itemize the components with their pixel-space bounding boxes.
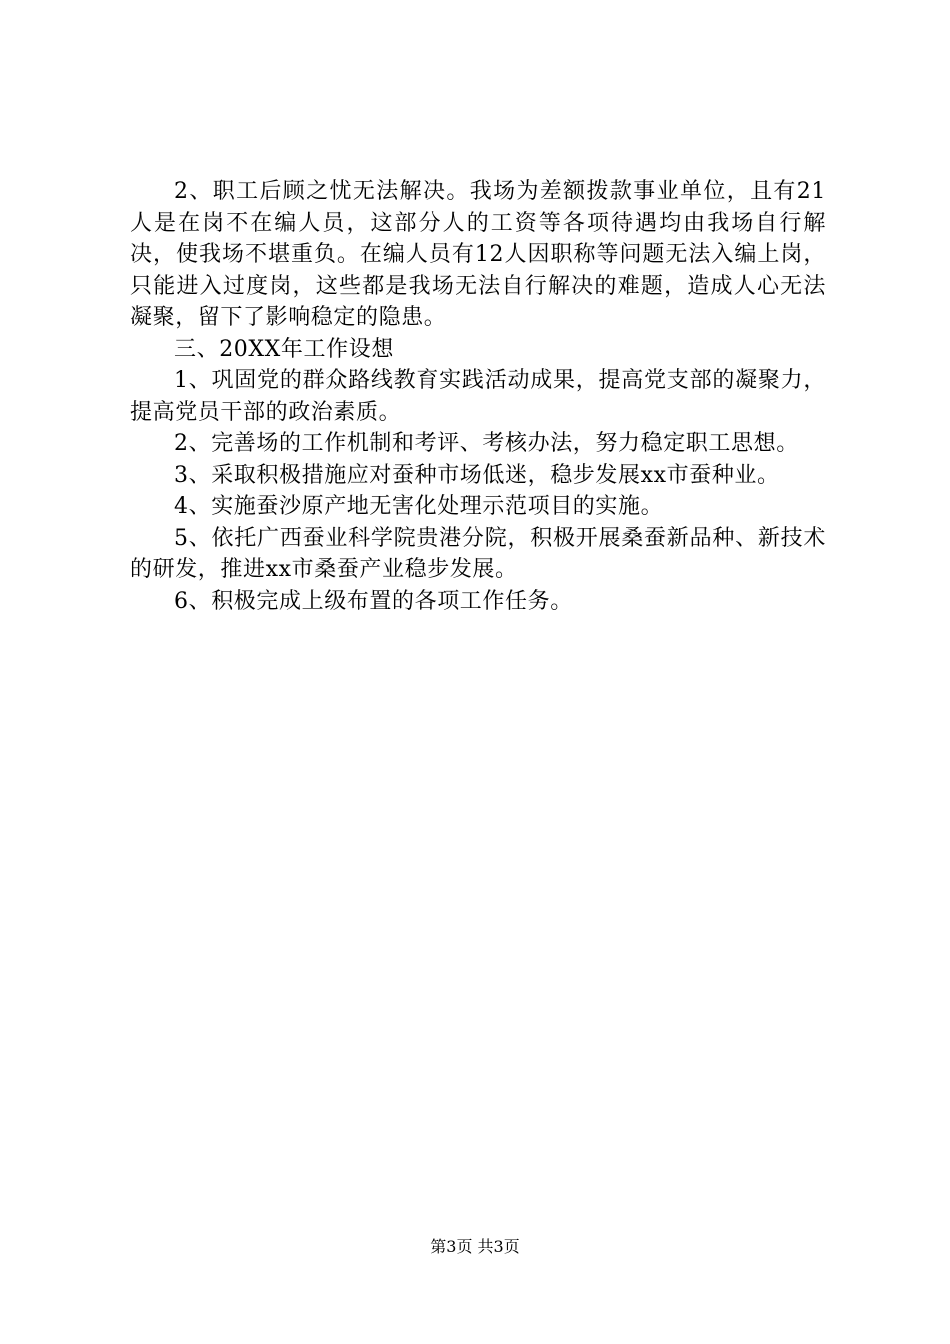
page-footer: 第3页 共3页 (430, 1237, 520, 1256)
plan-item-3: 3、采取积极措施应对蚕种市场低迷，稳步发展xx市蚕种业。 (174, 462, 780, 488)
document-body (130, 176, 826, 617)
plan-item-6: 6、积极完成上级布置的各项工作任务。 (174, 588, 573, 614)
plan-item-1: 1、巩固党的群众路线教育实践活动成果，提高党支部的凝聚力，提高党员干部的政治素质。 (130, 368, 826, 425)
plan-item-5: 5、依托广西蚕业科学院贵港分院，积极开展桑蚕新品种、新技术的研发，推进xx市桑蚕产业稳步发展。 (130, 525, 826, 582)
section-heading-work-plan: 三、20XX年工作设想 (174, 336, 394, 362)
plan-item-4: 4、实施蚕沙原产地无害化处理示范项目的实施。 (174, 494, 664, 519)
plan-item-2: 2、完善场的工作机制和考评、考核办法，努力稳定职工思想。 (174, 431, 799, 456)
paragraph-problem-2: 2、职工后顾之忧无法解决。我场为差额拨款事业单位，且有21人是在岗不在编人员，这部分人的工资等各项待遇均由我场自行解决，使我场不堪重负。在编人员有12人因职称等问题无法入编上岗，只能进入过度岗，这些都是我场无法自行解决的难题，造成人心无法凝聚，留下了影响稳定的隐患。 (130, 179, 826, 330)
